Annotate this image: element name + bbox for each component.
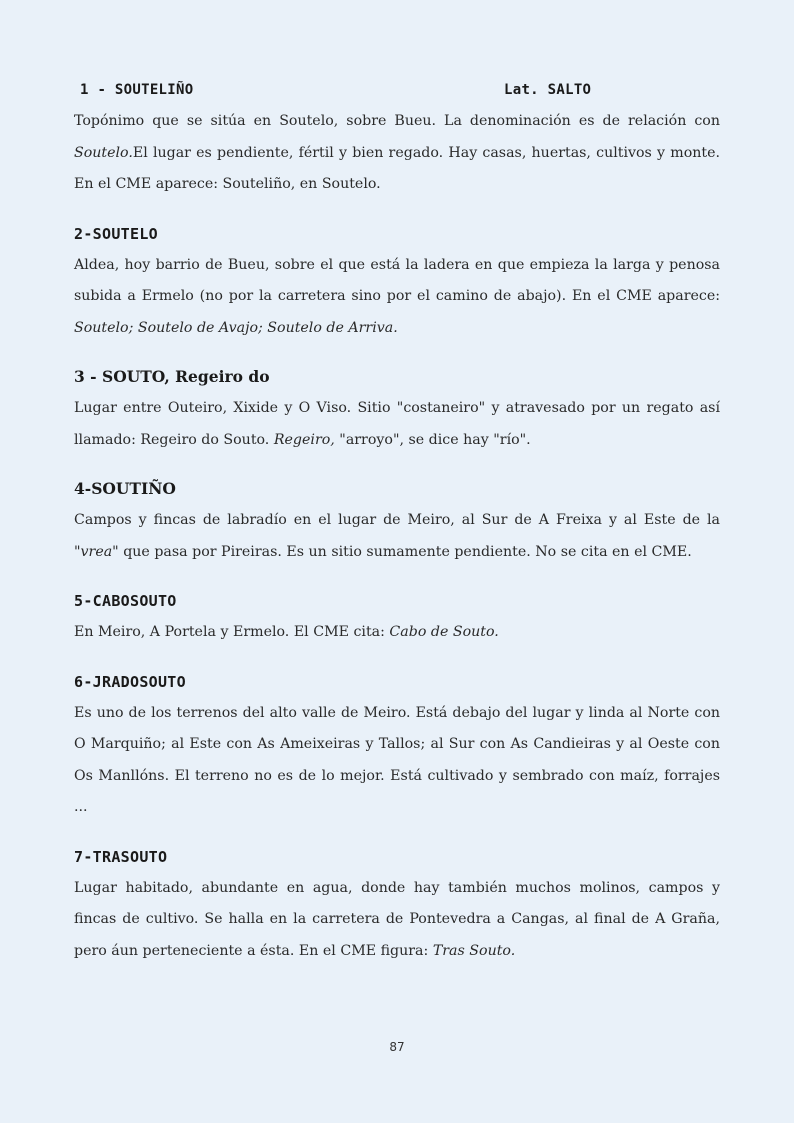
entry-title: 6-JRADOSOUTO	[74, 672, 186, 691]
entry-title	[74, 78, 720, 102]
entry-souteliño	[74, 78, 720, 201]
entry-cabosouto	[74, 589, 720, 649]
body-text: "arroyo", se dice hay "río".	[334, 431, 531, 448]
body-text: Lugar entre Outeiro, Xixide y O Viso. Sitio "costaneiro" y atravesado por un regato así llamado: Regeiro do Souto.	[74, 400, 720, 448]
body-text: El lugar es pendiente, fértil y bien regado. Hay casas, huertas, cultivos y monte. En el CME aparece: Souteliño, en Soutelo.	[74, 144, 720, 192]
body-text: Lugar habitado, abundante en agua, donde hay también muchos molinos, campos y fincas de cultivo. Se halla en la carretera de Pontevedra a Cangas, al final de A Graña, pero áun perteneciente a ésta. En el CME figura:	[74, 879, 720, 959]
entry-title: 2-SOUTELO	[74, 224, 158, 243]
entry-title: 5-CABOSOUTO	[74, 592, 177, 610]
entry-jradosouto	[74, 670, 720, 824]
entry-body	[74, 873, 720, 968]
body-italic: Regeiro,	[273, 431, 335, 448]
entry-trasouto	[74, 845, 720, 968]
page-number: 87	[389, 1040, 405, 1054]
body-text: que pasa por Pireiras. Es un sitio sumamente pendiente. No se cita en el CME.	[118, 543, 692, 560]
entry-title: 3 - SOUTO, Regeiro do	[74, 367, 270, 386]
entry-body	[74, 617, 720, 649]
body-text: Topónimo que se sitúa en Soutelo, sobre Bueu. La denominación es de relación con	[74, 113, 720, 129]
body-text: Aldea, hoy barrio de Bueu, sobre el que está la ladera en que empieza la larga y penosa subida a Ermelo (no por la carretera sino por el camino de abajo). En el CME aparece:	[74, 256, 720, 304]
entry-body	[74, 698, 720, 824]
entry-soutiño	[74, 477, 720, 568]
entry-body	[74, 250, 720, 345]
entry-title: 4-SOUTIÑO	[74, 479, 176, 498]
entry-soutelo	[74, 222, 720, 345]
entry-title-text: 1 - SOUTELIÑO	[80, 82, 194, 98]
entry-body	[74, 505, 720, 568]
body-italic: Tras Souto.	[432, 942, 516, 959]
body-italic: "vrea"	[74, 543, 119, 560]
body-italic: Soutelo.	[74, 144, 133, 161]
entry-title: 7-TRASOUTO	[74, 847, 168, 866]
latin-etymology: Lat. SALTO	[504, 82, 592, 98]
entry-souto	[74, 365, 720, 456]
body-text: Es uno de los terrenos del alto valle de Meiro. Está debajo del lugar y linda al Norte con O Marquiño; al Este con As Ameixeiras y Tallos; al Sur con As Candieiras y al Oeste con Os Manllóns. El terreno no es de lo mejor. Está cultivado y sembrado con maíz, forrajes ...	[74, 704, 720, 815]
body-text: En Meiro, A Portela y Ermelo. El CME cita:	[74, 624, 390, 640]
body-italic: Soutelo; Soutelo de Avajo; Soutelo de Arriva.	[74, 319, 398, 336]
body-italic: Cabo de Souto.	[389, 624, 499, 640]
entry-body	[74, 393, 720, 456]
body-text: Campos y fincas de labradío en el lugar de Meiro, al Sur de A Freixa y al Este de la	[74, 512, 720, 528]
entry-body	[74, 106, 720, 201]
